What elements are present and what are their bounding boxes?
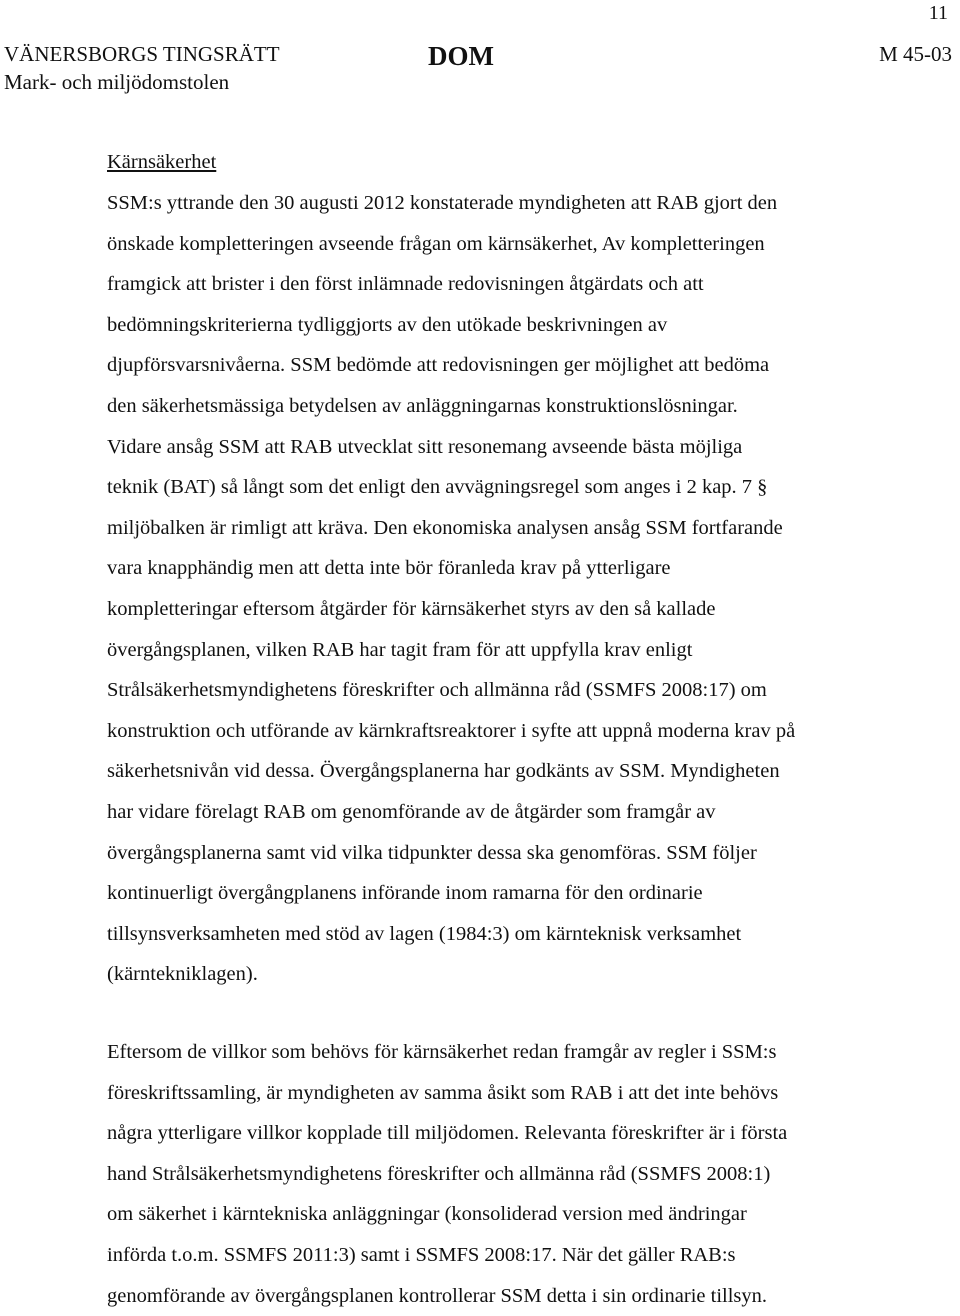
- text-line: övergångsplanerna samt vid vilka tidpunkter dessa ska genomföras. SSM följer: [107, 841, 757, 864]
- text-line: djupförsvarsnivåerna. SSM bedömde att redovisningen ger möjlighet att bedöma: [107, 354, 770, 377]
- text-line: Strålsäkerhetsmyndighetens föreskrifter och allmänna råd (SSMFS 2008:17) om: [107, 679, 767, 702]
- text-line: tillsynsverksamheten med stöd av lagen (1984:3) om kärnteknisk verksamhet: [107, 922, 742, 945]
- text-line: miljöbalken är rimligt att kräva. Den ekonomiska analysen ansåg SSM fortfarande: [107, 516, 783, 539]
- page-number: 11: [928, 2, 948, 24]
- text-line: teknik (BAT) så långt som det enligt den avvägningsregel som anges i 2 kap. 7 §: [107, 476, 768, 499]
- text-line: konstruktion och utförande av kärnkraftsreaktorer i syfte att uppnå moderna krav på: [107, 719, 796, 742]
- text-line: genomförande av övergångsplanen kontrollerar SSM detta i sin ordinarie tillsyn.: [107, 1284, 768, 1307]
- text-line: framgick att brister i den först inlämnade redovisningen åtgärdats och att: [107, 273, 704, 296]
- text-line: införda t.o.m. SSMFS 2011:3) samt i SSMFS 2008:17. När det gäller RAB:s: [107, 1243, 736, 1266]
- paragraph-1: [107, 183, 907, 995]
- section-heading: Kärnsäkerhet: [107, 151, 217, 173]
- case-number: M 45-03: [879, 42, 952, 66]
- text-line: önskade kompletteringen avseende frågan om kärnsäkerhet, Av kompletteringen: [107, 232, 765, 255]
- text-line: föreskriftssamling, är myndigheten av samma åsikt som RAB i att det inte behövs: [107, 1081, 779, 1104]
- text-line: vara knapphändig men att detta inte bör föranleda krav på ytterligare: [107, 557, 671, 580]
- text-line: säkerhetsnivån vid dessa. Övergångsplanerna har godkänts av SSM. Myndigheten: [107, 760, 780, 783]
- text-line: SSM:s yttrande den 30 augusti 2012 konstaterade myndigheten att RAB gjort den: [107, 192, 778, 214]
- text-line: om säkerhet i kärntekniska anläggningar (konsoliderad version med ändringar: [107, 1203, 747, 1226]
- document-type: DOM: [428, 41, 494, 71]
- text-line: hand Strålsäkerhetsmyndighetens föreskrifter och allmänna råd (SSMFS 2008:1): [107, 1162, 771, 1185]
- paragraph-2: [107, 1032, 907, 1316]
- text-line: Vidare ansåg SSM att RAB utvecklat sitt resonemang avseende bästa möjliga: [107, 435, 743, 458]
- text-line: Eftersom de villkor som behövs för kärnsäkerhet redan framgår av regler i SSM:s: [107, 1041, 777, 1063]
- text-line: den säkerhetsmässiga betydelsen av anläggningarnas konstruktionslösningar.: [107, 394, 738, 417]
- text-line: har vidare förelagt RAB om genomförande av de åtgärder som framgår av: [107, 800, 716, 823]
- court-name-line1: VÄNERSBORGS TINGSRÄTT: [4, 42, 280, 66]
- court-name: [4, 40, 280, 96]
- document-header: [4, 40, 952, 100]
- text-line: kompletteringar eftersom åtgärder för kärnsäkerhet styrs av den så kallade: [107, 597, 716, 620]
- text-line: bedömningskriterierna tydliggjorts av den utökade beskrivningen av: [107, 313, 668, 336]
- text-line: (kärntekniklagen).: [107, 963, 258, 986]
- text-line: några ytterligare villkor kopplade till miljödomen. Relevanta föreskrifter är i första: [107, 1122, 788, 1145]
- court-name-line2: Mark- och miljödomstolen: [4, 70, 230, 94]
- text-line: övergångsplanen, vilken RAB har tagit fram för att uppfylla krav enligt: [107, 638, 693, 661]
- text-line: kontinuerligt övergångplanens införande inom ramarna för den ordinarie: [107, 882, 703, 905]
